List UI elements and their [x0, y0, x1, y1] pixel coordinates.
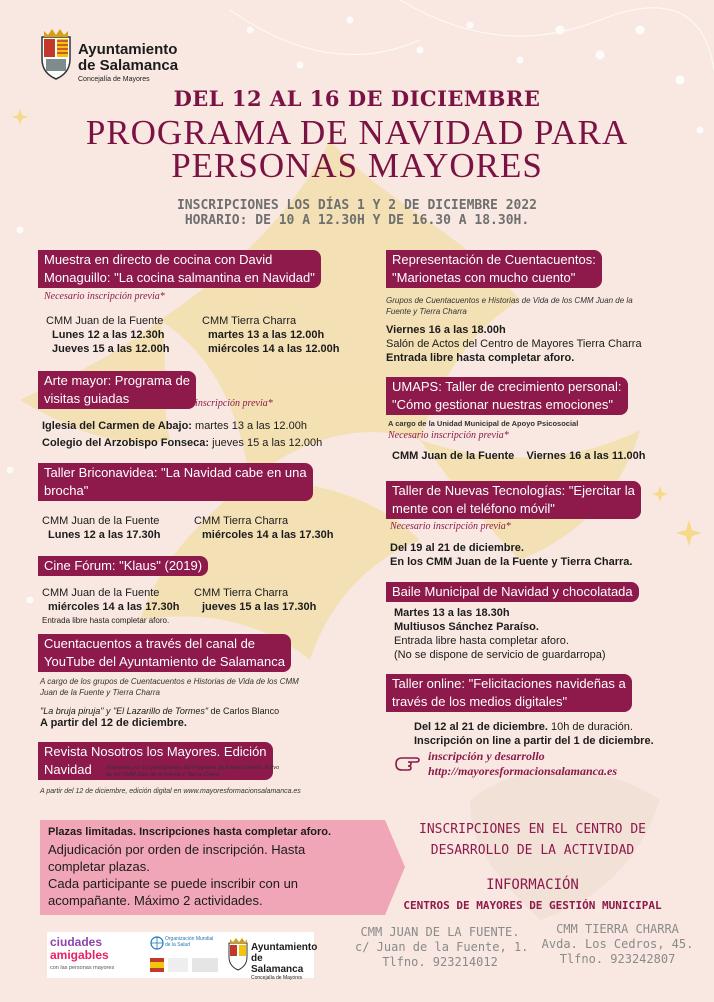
center-schedule-1 [42, 586, 179, 614]
detail-line: (No se dispone de servicio de guardarropa) [394, 649, 606, 661]
visit-place: Colegio del Arzobispo Fonseca: [42, 437, 210, 449]
description-line: de los CMM Juan de la Fuente y Tierra Charra [106, 772, 220, 778]
center-name: CMM Tierra Charra [194, 587, 289, 599]
conditions-line: Adjudicación por orden de inscripción. Hasta [48, 842, 306, 857]
title-line: UMAPS: Taller de crecimiento personal: [392, 379, 622, 394]
link-label: inscripción y desarrollo [428, 749, 545, 763]
start-date: A partir del 12 de diciembre. [40, 717, 187, 729]
activity-title-umaps [386, 377, 628, 415]
event-details [390, 541, 632, 569]
detail-line: Del 19 al 21 de diciembre. [390, 542, 524, 554]
title-line: Arte mayor: Programa de [44, 373, 190, 388]
center-name: CMM Juan de la Fuente [46, 315, 164, 327]
schedule-line: miércoles 14 a las 17.30h [202, 529, 334, 541]
activity-title-technology [386, 481, 641, 519]
title-line: Taller online: "Felicitaciones navideñas a [392, 676, 626, 691]
activity-title-puppets [386, 250, 602, 288]
age-friendly-cities-logo [50, 936, 145, 974]
required-note: Necesario inscripción previa* [390, 521, 511, 532]
visit-time: jueves 15 a las 12.00h [212, 437, 323, 449]
center-schedule-2 [194, 514, 333, 542]
description-line: Fuente y Tierra Charra [386, 307, 467, 316]
activity-description: A cargo de la Unidad Municipal de Apoyo Psicosocial [388, 419, 579, 428]
schedule-line: martes 13 a las 12.00h [208, 329, 325, 341]
activity-title-online [386, 674, 632, 712]
title-line: "Marionetas con mucho cuento" [392, 270, 576, 285]
title-line: Representación de Cuentacuentos: [392, 252, 596, 267]
description-line: Juan de la Fuente y Tierra Charra [40, 688, 160, 697]
title-line: mente con el teléfono móvil" [392, 501, 555, 516]
center-address: Avda. Los Cedros, 45. [541, 937, 694, 951]
org-department: Concejalía de Mayores [78, 75, 150, 83]
org-name-line1: Ayuntamiento [78, 41, 178, 58]
center-name: CMM Tierra Charra [202, 315, 297, 327]
free-entry-note: Entrada libre hasta completar aforo. [42, 616, 170, 625]
center-phone: Tlfno. 923214012 [382, 955, 498, 969]
center-name: CMM Juan de la Fuente [42, 515, 160, 527]
description-line: Elaborada por los participantes del Programa de Envejecimiento Activo [106, 765, 280, 771]
schedule-line: Jueves 15 a las 12.00h [52, 343, 170, 355]
center-schedule-1 [42, 514, 161, 542]
link-url[interactable]: http://mayoresformacionsalamanca.es [428, 764, 617, 778]
registration-link[interactable] [428, 749, 617, 779]
schedule-line: CMM Juan de la Fuente Viernes 16 a las 11.00h [392, 450, 646, 462]
pointing-hand-icon [394, 750, 424, 774]
title-line: través de los medios digitales" [392, 694, 568, 709]
conditions-line: completar plazas. [48, 859, 150, 874]
center-contact-2 [535, 922, 700, 967]
schedule-line: Lunes 12 a las 12.30h [52, 329, 165, 341]
title-line: Muestra en directo de cocina con David [44, 252, 273, 267]
center-contact-1 [355, 925, 529, 970]
detail-line: Multiusos Sánchez Paraíso. [394, 621, 539, 633]
event-details [414, 720, 654, 748]
title-line: Revista Nosotros los Mayores. Edición [44, 744, 267, 759]
detail-line: Salón de Actos del Centro de Mayores Tierra Charra [386, 338, 642, 350]
detail-line: Martes 13 a las 18.30h [394, 607, 510, 619]
schedule-line: miércoles 14 a las 12.00h [208, 343, 340, 355]
magazine-description [106, 765, 279, 779]
tale-author: de Carlos Blanco [208, 706, 280, 716]
who-logo-text: Organización Mundial de la Salud [165, 936, 214, 948]
center-schedule-2 [194, 586, 316, 614]
schedule-line: jueves 15 a las 17.30h [202, 601, 317, 613]
logo-text: amigables [50, 948, 109, 962]
activity-description [386, 295, 633, 317]
detail-line: Entrada libre hasta completar aforo. [386, 352, 575, 364]
center-name: CMM TIERRA CHARRA [556, 922, 679, 936]
title-line: Monaguillo: "La cocina salmantina en Navidad" [44, 270, 315, 285]
detail-line: En los CMM Juan de la Fuente y Tierra Charra. [390, 556, 633, 568]
conditions-line: acompañante. Máximo 2 actividades. [48, 893, 263, 908]
salamanca-coat-of-arms-icon [227, 937, 249, 971]
salamanca-coat-of-arms-icon [38, 27, 74, 81]
logo-text: de Salamanca [251, 953, 304, 975]
digital-edition-note: A partir del 12 de diciembre, edición digital en www.mayoresformacionsalamanca.es [40, 788, 301, 795]
page-title [0, 113, 714, 185]
logo-text: Ayuntamiento [251, 942, 318, 953]
center-schedule-2 [202, 314, 339, 356]
organization-logo [78, 42, 178, 83]
government-flags-icon [150, 956, 220, 974]
tale-title: "La bruja piruja" [40, 706, 104, 716]
logo-text: ciudades [50, 935, 103, 949]
visit-line-2 [42, 436, 322, 450]
title-line: Cuentacuentos a través del canal de [44, 636, 256, 651]
logo-text: Concejalía de Mayores [251, 975, 303, 981]
title-line: "Cómo gestionar nuestras emociones" [392, 397, 613, 412]
schedule-line: miércoles 14 a las 17.30h [48, 601, 180, 613]
visit-time: martes 13 a las 12.00h [195, 420, 307, 432]
activity-description [40, 676, 299, 698]
title-line1: PROGRAMA DE NAVIDAD PARA [85, 113, 629, 152]
activity-title-cooking [38, 250, 321, 288]
event-dates: DEL 12 AL 16 DE DICIEMBRE [173, 86, 541, 111]
center-schedule-1 [46, 314, 169, 356]
title-line: Navidad [44, 762, 92, 777]
visit-line-1 [42, 419, 307, 433]
tale-title: y "El Lazarillo de Tormes" [103, 706, 209, 716]
required-note: Necesario inscripción previa* [44, 291, 165, 302]
detail-duration: 10h de duración. [547, 721, 633, 733]
registration-location [410, 819, 655, 861]
center-phone: Tlfno. 923242807 [559, 952, 676, 966]
title-line2: PERSONAS MAYORES [171, 146, 543, 185]
org-name-line2: de Salamanca [78, 56, 179, 74]
logo-text: con las personas mayores [50, 965, 115, 971]
center-name: CMM JUAN DE LA FUENTE. [360, 925, 520, 939]
conditions-line: Cada participante se puede inscribir con un [48, 876, 299, 891]
location-line: DESARROLLO DE LA ACTIVIDAD [430, 843, 635, 858]
registration-schedule: HORARIO: DE 10 A 12.30H Y DE 16.30 A 18.30H. [184, 213, 530, 228]
title-line: brocha" [44, 483, 89, 498]
required-note: Necesario inscripción previa* [106, 490, 227, 501]
detail-dates: Del 12 al 21 de diciembre. [414, 721, 548, 733]
center-address: c/ Juan de la Fuente, 1. [355, 940, 529, 954]
event-details [394, 606, 606, 662]
registration-dates: INSCRIPCIONES LOS DÍAS 1 Y 2 DE DICIEMBRE 2022 [176, 198, 538, 213]
center-name: CMM Juan de la Fuente [42, 587, 160, 599]
conditions-line: Plazas limitadas. Inscripciones hasta completar aforo. [48, 826, 332, 838]
conditions-box [40, 820, 385, 915]
activity-title-cinema: Cine Fórum: "Klaus" (2019) [38, 556, 208, 576]
footer-org-logo [251, 942, 317, 982]
centers-heading: CENTROS DE MAYORES DE GESTIÓN MUNICIPAL [403, 899, 662, 912]
schedule-line: Lunes 12 a las 17.30h [48, 529, 161, 541]
location-line: INSCRIPCIONES EN EL CENTRO DE [419, 822, 646, 837]
center-name: CMM Tierra Charra [194, 515, 289, 527]
event-details [386, 323, 642, 365]
description-line: A cargo de los grupos de Cuentacuentos e Historias de Vida de los CMM [40, 677, 299, 686]
title-line: Taller Briconavidea: "La Navidad cabe en una [44, 465, 307, 480]
detail-line: Viernes 16 a las 18.00h [386, 324, 506, 336]
required-note: Necesario inscripción previa* [388, 430, 509, 441]
partner-logos [47, 932, 318, 981]
detail-line: Inscripción on line a partir del 1 de diciembre. [414, 735, 654, 747]
registration-info [0, 198, 714, 228]
title-line: Taller de Nuevas Tecnologías: "Ejercitar la [392, 483, 635, 498]
description-line: Grupos de Cuentacuentos e Historias de Vida de los CMM Juan de la [386, 296, 633, 305]
who-globe-icon [150, 936, 164, 950]
activity-title-dance: Baile Municipal de Navidad y chocolatada [386, 582, 639, 602]
visit-place: Iglesia del Carmen de Abajo: [42, 420, 192, 432]
detail-line: Entrada libre hasta completar aforo. [394, 635, 569, 647]
title-line: YouTube del Ayuntamiento de Salamanca [44, 654, 285, 669]
info-heading: INFORMACIÓN [486, 877, 579, 893]
activity-title-youtube [38, 634, 291, 672]
required-note: Necesario inscripción previa* [152, 398, 273, 409]
title-line: visitas guiadas [44, 391, 130, 406]
